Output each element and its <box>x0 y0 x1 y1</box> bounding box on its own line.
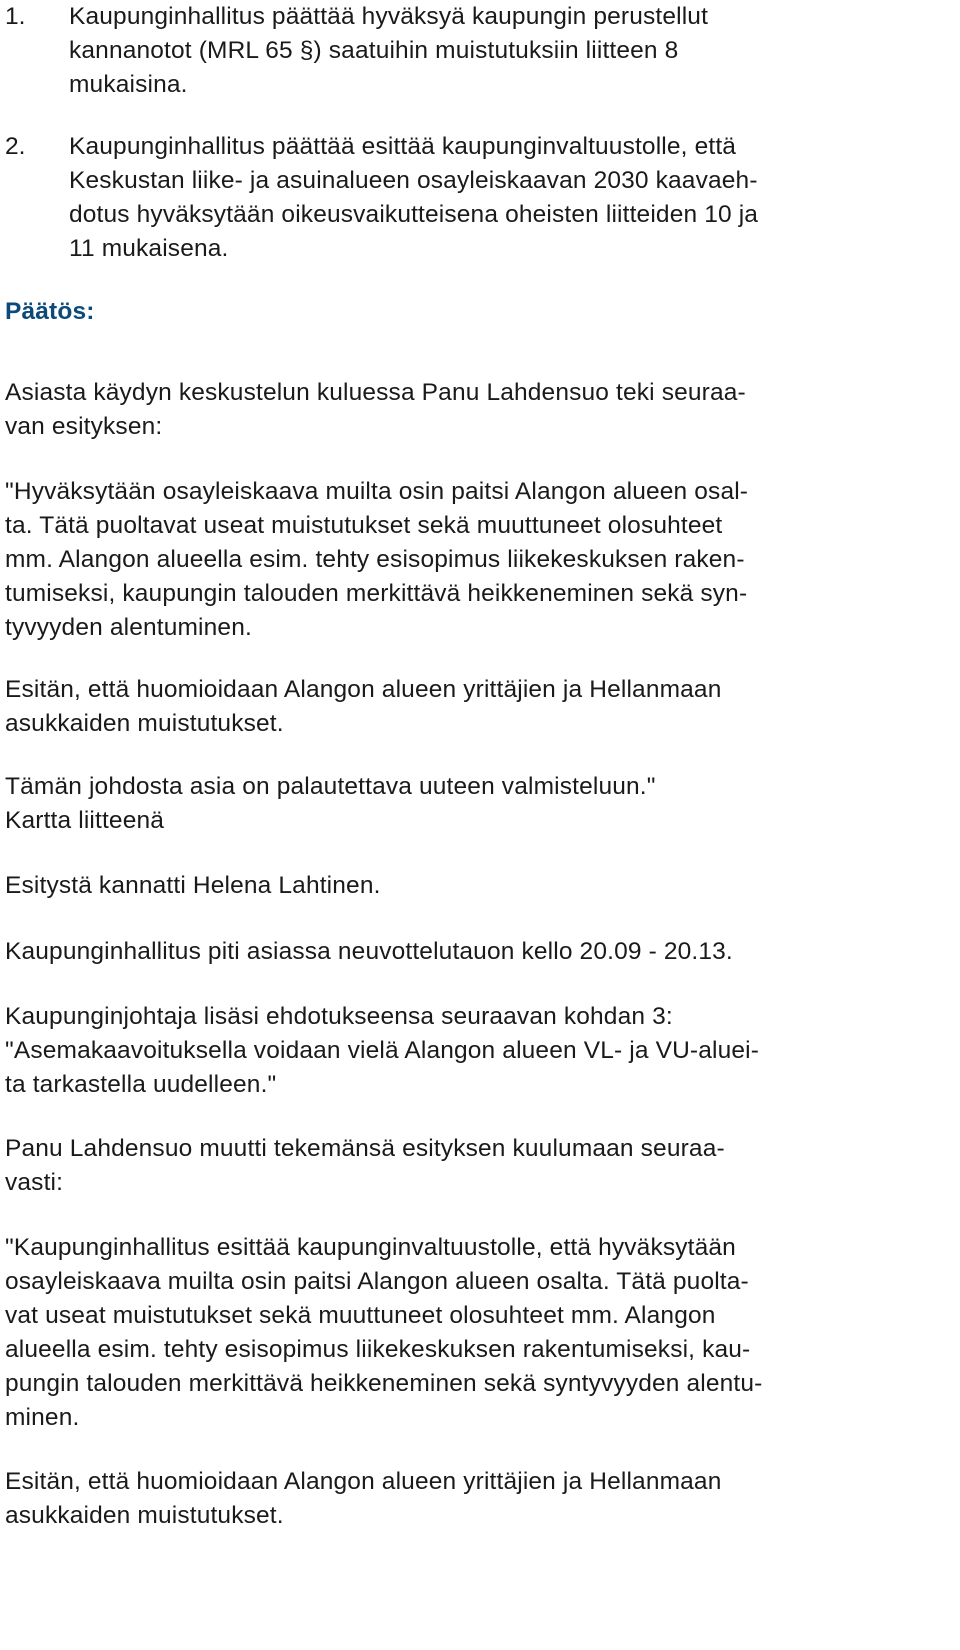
item-text-line: mukaisina. <box>69 71 188 98</box>
paragraph-line: asukkaiden muistutukset. <box>5 1502 284 1529</box>
item-text-line: kannanotot (MRL 65 §) saatuihin muistutuksiin liitteen 8 <box>69 37 679 64</box>
paragraph-line: Asiasta käydyn keskustelun kuluessa Panu Lahdensuo teki seuraa- <box>5 379 746 406</box>
paragraph-line: Esitän, että huomioidaan Alangon alueen yrittäjien ja Hellanmaan <box>5 1468 722 1495</box>
item-text-line: dotus hyväksytään oikeusvaikutteisena oheisten liitteiden 10 ja <box>69 201 759 228</box>
paragraph-line: tyvyyden alentuminen. <box>5 614 252 641</box>
paragraph-line: tumiseksi, kaupungin talouden merkittävä heikkeneminen sekä syn- <box>5 580 748 607</box>
item-number: 1. <box>5 3 26 30</box>
paragraph-line: Kartta liitteenä <box>5 807 165 834</box>
paragraph-line: ta. Tätä puoltavat useat muistutukset sekä muuttuneet olosuhteet <box>5 512 723 539</box>
paragraph-line: van esityksen: <box>5 413 163 440</box>
paragraph-line: minen. <box>5 1404 80 1431</box>
paragraph-line: alueella esim. tehty esisopimus liikekeskuksen rakentumiseksi, kau- <box>5 1336 751 1363</box>
paragraph-line: Panu Lahdensuo muutti tekemänsä esityksen kuulumaan seuraa- <box>5 1135 725 1162</box>
paragraph-line: Esitän, että huomioidaan Alangon alueen yrittäjien ja Hellanmaan <box>5 676 722 703</box>
paragraph-line: osayleiskaava muilta osin paitsi Alangon alueen osalta. Tätä puolta- <box>5 1268 749 1295</box>
item-text-line: Kaupunginhallitus päättää esittää kaupunginvaltuustolle, että <box>69 133 737 160</box>
item-text-line: Keskustan liike- ja asuinalueen osayleiskaavan 2030 kaavaeh- <box>69 167 758 194</box>
paragraph-line: "Asemakaavoituksella voidaan vielä Alangon alueen VL- ja VU-aluei- <box>5 1037 760 1064</box>
paragraph-line: mm. Alangon alueella esim. tehty esisopimus liikekeskuksen raken- <box>5 546 745 573</box>
paragraph-line: asukkaiden muistutukset. <box>5 710 284 737</box>
paragraph-line: Esitystä kannatti Helena Lahtinen. <box>5 872 381 899</box>
paragraph-line: Kaupunginhallitus piti asiassa neuvottelutauon kello 20.09 - 20.13. <box>5 938 733 965</box>
paragraph-line: Tämän johdosta asia on palautettava uuteen valmisteluun." <box>5 773 656 800</box>
paragraph-line: pungin talouden merkittävä heikkeneminen sekä syntyvyyden alentu- <box>5 1370 763 1397</box>
paragraph-line: "Hyväksytään osayleiskaava muilta osin paitsi Alangon alueen osal- <box>5 478 749 505</box>
paragraph-line: vasti: <box>5 1169 64 1196</box>
paragraph-line: Kaupunginjohtaja lisäsi ehdotukseensa seuraavan kohdan 3: <box>5 1003 673 1030</box>
paragraph-line: ta tarkastella uudelleen." <box>5 1071 277 1098</box>
item-number: 2. <box>5 133 26 160</box>
paragraph-line: "Kaupunginhallitus esittää kaupunginvaltuustolle, että hyväksytään <box>5 1234 736 1261</box>
item-text-line: 11 mukaisena. <box>69 235 229 262</box>
paragraph-line: vat useat muistutukset sekä muuttuneet olosuhteet mm. Alangon <box>5 1302 716 1329</box>
section-heading: Päätös: <box>5 298 95 325</box>
item-text-line: Kaupunginhallitus päättää hyväksyä kaupungin perustellut <box>69 3 709 30</box>
